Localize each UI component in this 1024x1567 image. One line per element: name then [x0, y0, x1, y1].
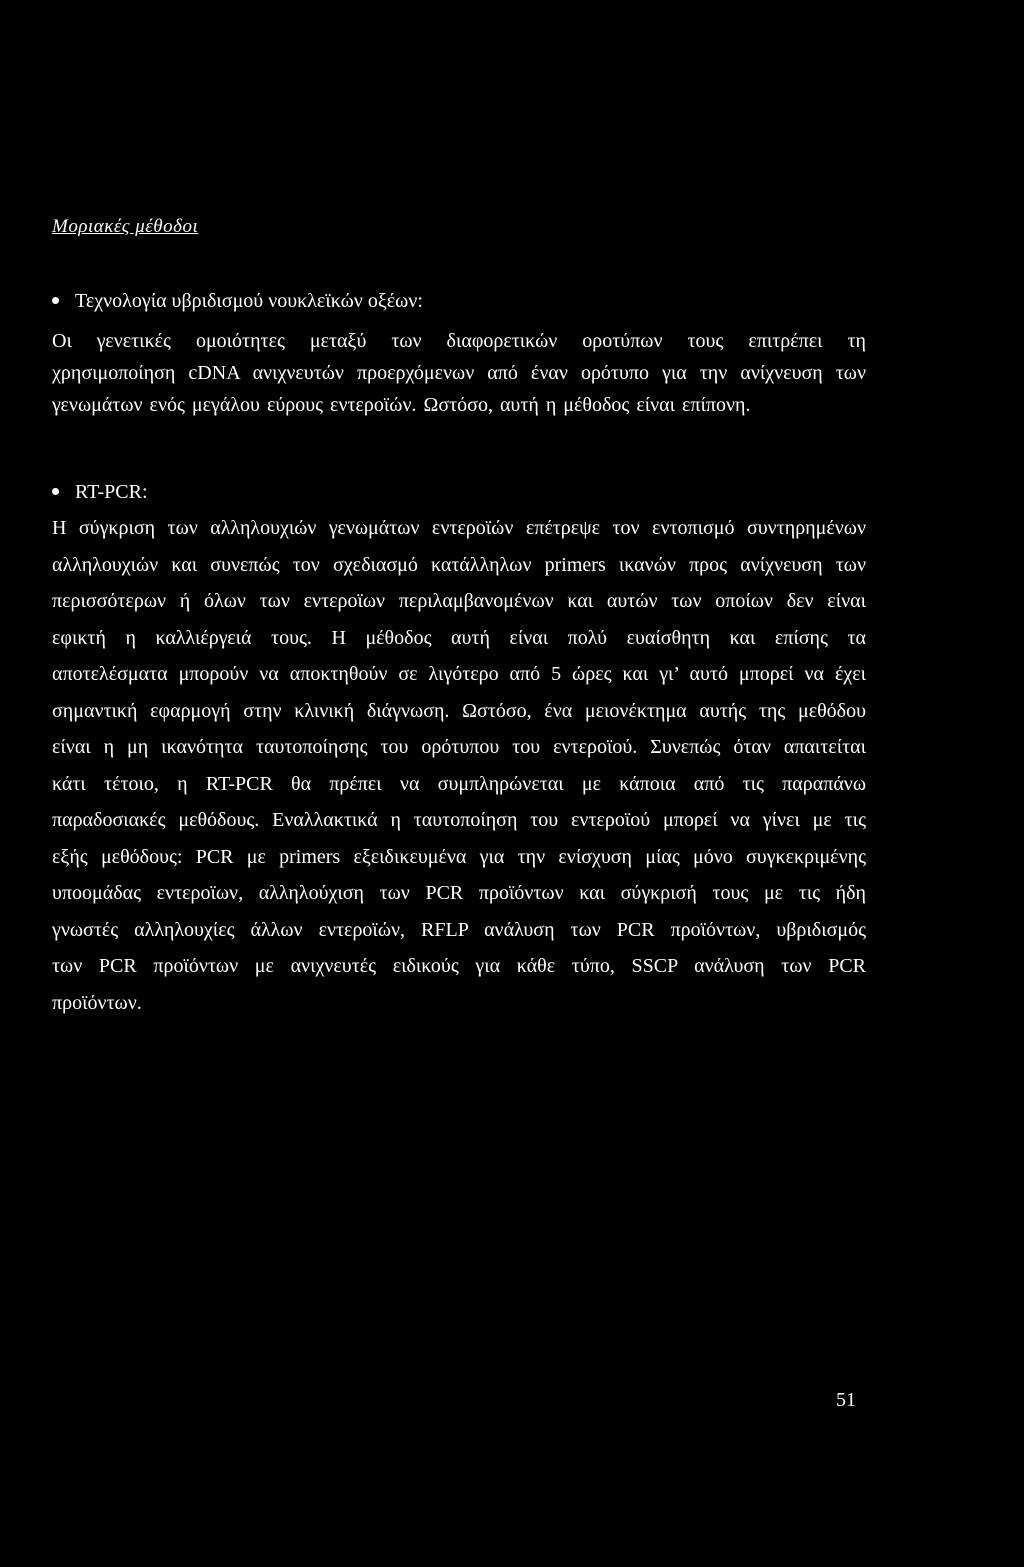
bullet-title: RT-PCR: [75, 481, 148, 503]
text-line: εξής μεθόδους: PCR με primers εξειδικευμένα για την ενίσχυση μίας μόνο συγκεκριμένης [52, 845, 866, 868]
bullet-heading-hybridization [52, 290, 423, 313]
text-line: περισσότερων ή όλων των εντεροϊων περιλαμβανομένων και αυτών των οποίων δεν είναι [52, 590, 866, 612]
text-line: εφικτή η καλλιέργειά τους. Η μέθοδος αυτή είναι πολύ ευαίσθητη και επίσης τα [52, 626, 866, 649]
text-line: προϊόντων. [52, 991, 142, 1014]
text-line: υποομάδας εντεροϊων, αλληλούχιση των PCR προϊόντων και σύγκρισή τους με τις ήδη [52, 882, 866, 904]
text-line: αλληλουχιών και συνεπώς τον σχεδιασμό κατάλληλων primers ικανών προς ανίχνευση των [52, 553, 866, 576]
bullet-icon [52, 297, 59, 304]
text-line: χρησιμοποίηση cDNA ανιχνευτών προερχόμενων από έναν ορότυπο για την ανίχνευση των [52, 362, 866, 384]
text-line: Η σύγκριση των αλληλουχιών γενωμάτων εντεροϊών επέτρεψε τον εντοπισμό συντηρημένων [52, 517, 866, 539]
text-line: αποτελέσματα μπορούν να αποκτηθούν σε λιγότερο από 5 ώρες και γι’ αυτό μπορεί να έχει [52, 663, 866, 685]
bullet-title: Τεχνολογία υβριδισμού νουκλεϊκών οξέων: [75, 290, 423, 312]
paragraph-rt-pcr [52, 510, 866, 1021]
bullet-icon [52, 488, 59, 495]
section-heading: Μοριακές μέθοδοι [52, 216, 199, 237]
text-line: είναι η μη ικανότητα ταυτοποίησης του ορότυπου του εντεροϊού. Συνεπώς όταν απαιτείται [52, 736, 866, 758]
text-line: παραδοσιακές μεθόδους. Εναλλακτικά η ταυτοποίηση του εντεροϊού μπορεί να γίνει με τις [52, 809, 866, 831]
paragraph-hybridization [52, 325, 866, 421]
text-line: σημαντική εφαρμογή στην κλινική διάγνωση. Ωστόσο, ένα μειονέκτημα αυτής της μεθόδου [52, 699, 866, 722]
text-line: κάτι τέτοιο, η RT-PCR θα πρέπει να συμπληρώνεται με κάποια από τις παραπάνω [52, 772, 866, 795]
bullet-heading-rt-pcr [52, 481, 148, 504]
text-line: Οι γενετικές ομοιότητες μεταξύ των διαφορετικών οροτύπων τους επιτρέπει τη [52, 330, 866, 352]
page-number: 51 [836, 1389, 856, 1411]
text-line: των PCR προϊόντων με ανιχνευτές ειδικούς για κάθε τύπο, SSCP ανάλυση των PCR [52, 955, 866, 977]
text-line: γενωμάτων ενός μεγάλου εύρους εντεροϊών. Ωστόσο, αυτή η μέθοδος είναι επίπονη. [52, 394, 751, 416]
text-line: γνωστές αλληλουχίες άλλων εντεροϊών, RFLP ανάλυση των PCR προϊόντων, υβριδισμός [52, 918, 866, 941]
